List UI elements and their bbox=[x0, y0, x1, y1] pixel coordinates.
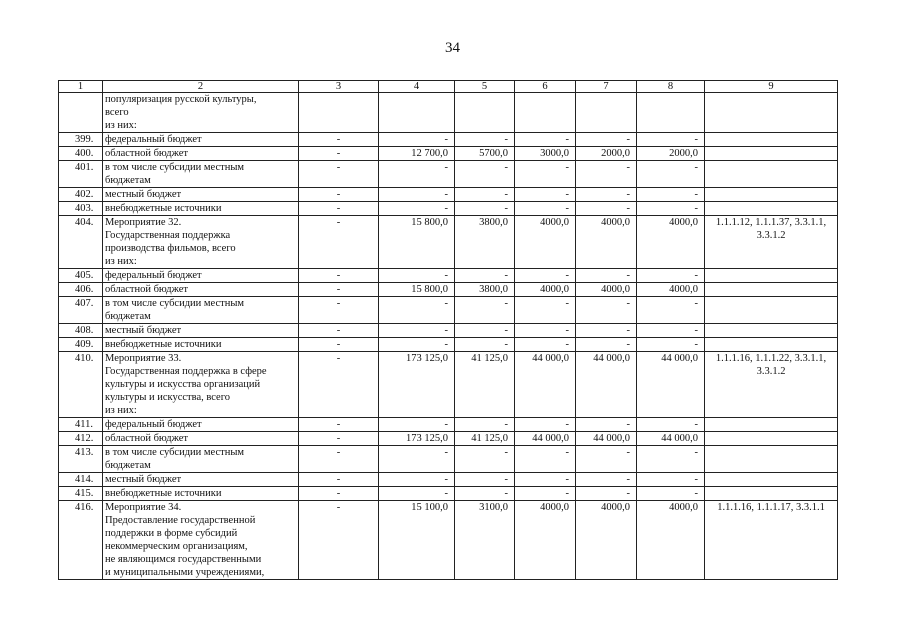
value-cell-col6: 3000,0 bbox=[515, 147, 576, 161]
item-name-cell: местный бюджет bbox=[103, 324, 299, 338]
value-cell-col3: - bbox=[299, 324, 379, 338]
page-number: 34 bbox=[445, 40, 460, 56]
value-cell-col3: - bbox=[299, 202, 379, 216]
value-cell-col6: - bbox=[515, 269, 576, 283]
row-number-cell: 411. bbox=[59, 418, 103, 432]
target-codes-cell bbox=[705, 161, 838, 188]
item-name-cell: областной бюджет bbox=[103, 283, 299, 297]
value-cell-col5: 5700,0 bbox=[455, 147, 515, 161]
value-cell-col5: - bbox=[455, 269, 515, 283]
table-row bbox=[59, 297, 838, 324]
value-cell-col8: 2000,0 bbox=[637, 147, 705, 161]
value-cell-col8: - bbox=[637, 188, 705, 202]
table-row bbox=[59, 283, 838, 297]
value-cell-col8: 44 000,0 bbox=[637, 432, 705, 446]
value-cell-col5: - bbox=[455, 473, 515, 487]
value-cell-col5: - bbox=[455, 188, 515, 202]
item-name-cell: Мероприятие 34. Предоставление государственной поддержки в форме субсидий некоммерческим организациям, не являющимся государственными и муниципальными учреждениями, bbox=[103, 501, 299, 580]
value-cell-col7: - bbox=[576, 487, 637, 501]
item-name-cell: внебюджетные источники bbox=[103, 202, 299, 216]
table-row bbox=[59, 93, 838, 133]
value-cell-col4: - bbox=[379, 338, 455, 352]
table-row bbox=[59, 501, 838, 580]
header-cell: 6 bbox=[515, 81, 576, 93]
value-cell-col6: - bbox=[515, 188, 576, 202]
value-cell-col8: - bbox=[637, 418, 705, 432]
value-cell-col7: 44 000,0 bbox=[576, 432, 637, 446]
target-codes-cell bbox=[705, 432, 838, 446]
value-cell-col8: - bbox=[637, 202, 705, 216]
item-name-cell: Мероприятие 33. Государственная поддержка в сфере культуры и искусства организаций культуры и искусства, всего из них: bbox=[103, 352, 299, 418]
table-row bbox=[59, 473, 838, 487]
value-cell-col3: - bbox=[299, 216, 379, 269]
item-name-cell: местный бюджет bbox=[103, 188, 299, 202]
header-cell: 7 bbox=[576, 81, 637, 93]
row-number-cell: 414. bbox=[59, 473, 103, 487]
value-cell-col5: - bbox=[455, 161, 515, 188]
value-cell-col7: 4000,0 bbox=[576, 501, 637, 580]
target-codes-cell bbox=[705, 338, 838, 352]
row-number-cell: 406. bbox=[59, 283, 103, 297]
row-number-cell: 400. bbox=[59, 147, 103, 161]
target-codes-cell bbox=[705, 297, 838, 324]
value-cell-col3: - bbox=[299, 133, 379, 147]
item-name-cell: федеральный бюджет bbox=[103, 418, 299, 432]
value-cell-col4: 15 800,0 bbox=[379, 216, 455, 269]
value-cell-col3: - bbox=[299, 487, 379, 501]
value-cell-col8: - bbox=[637, 269, 705, 283]
value-cell-col3: - bbox=[299, 188, 379, 202]
target-codes-cell bbox=[705, 133, 838, 147]
table-row bbox=[59, 418, 838, 432]
table-row bbox=[59, 216, 838, 269]
value-cell-col3: - bbox=[299, 297, 379, 324]
row-number-cell: 408. bbox=[59, 324, 103, 338]
value-cell-col5: 3800,0 bbox=[455, 283, 515, 297]
value-cell-col6: 44 000,0 bbox=[515, 352, 576, 418]
value-cell-col7: - bbox=[576, 473, 637, 487]
value-cell-col4: - bbox=[379, 473, 455, 487]
value-cell-col7: 4000,0 bbox=[576, 216, 637, 269]
value-cell-col7: - bbox=[576, 338, 637, 352]
target-codes-cell: 1.1.1.16, 1.1.1.17, 3.3.1.1 bbox=[705, 501, 838, 580]
item-name-cell: областной бюджет bbox=[103, 147, 299, 161]
value-cell-col3: - bbox=[299, 161, 379, 188]
value-cell-col5: 41 125,0 bbox=[455, 352, 515, 418]
target-codes-cell bbox=[705, 324, 838, 338]
target-codes-cell bbox=[705, 202, 838, 216]
header-cell: 2 bbox=[103, 81, 299, 93]
value-cell-col7: - bbox=[576, 269, 637, 283]
value-cell-col8: - bbox=[637, 297, 705, 324]
row-number-cell bbox=[59, 93, 103, 133]
value-cell-col3: - bbox=[299, 283, 379, 297]
value-cell-col3: - bbox=[299, 418, 379, 432]
value-cell-col8: - bbox=[637, 487, 705, 501]
target-codes-cell bbox=[705, 188, 838, 202]
target-codes-cell bbox=[705, 147, 838, 161]
value-cell-col3 bbox=[299, 93, 379, 133]
value-cell-col8: - bbox=[637, 133, 705, 147]
value-cell-col8: - bbox=[637, 338, 705, 352]
item-name-cell: Мероприятие 32. Государственная поддержка производства фильмов, всего из них: bbox=[103, 216, 299, 269]
value-cell-col8: - bbox=[637, 324, 705, 338]
value-cell-col4 bbox=[379, 93, 455, 133]
target-codes-cell bbox=[705, 269, 838, 283]
table-row bbox=[59, 161, 838, 188]
value-cell-col5: - bbox=[455, 487, 515, 501]
value-cell-col5: - bbox=[455, 324, 515, 338]
value-cell-col6: - bbox=[515, 161, 576, 188]
value-cell-col8: - bbox=[637, 473, 705, 487]
target-codes-cell: 1.1.1.16, 1.1.1.22, 3.3.1.1, 3.3.1.2 bbox=[705, 352, 838, 418]
row-number-cell: 401. bbox=[59, 161, 103, 188]
item-name-cell: федеральный бюджет bbox=[103, 269, 299, 283]
value-cell-col4: 12 700,0 bbox=[379, 147, 455, 161]
target-codes-cell bbox=[705, 446, 838, 473]
value-cell-col4: - bbox=[379, 161, 455, 188]
value-cell-col4: - bbox=[379, 418, 455, 432]
value-cell-col4: - bbox=[379, 446, 455, 473]
value-cell-col6: - bbox=[515, 133, 576, 147]
table-row bbox=[59, 188, 838, 202]
row-number-cell: 403. bbox=[59, 202, 103, 216]
row-number-cell: 404. bbox=[59, 216, 103, 269]
table-row bbox=[59, 324, 838, 338]
value-cell-col6: 4000,0 bbox=[515, 216, 576, 269]
row-number-cell: 413. bbox=[59, 446, 103, 473]
value-cell-col8: 4000,0 bbox=[637, 501, 705, 580]
value-cell-col4: 173 125,0 bbox=[379, 432, 455, 446]
value-cell-col6 bbox=[515, 93, 576, 133]
value-cell-col4: 173 125,0 bbox=[379, 352, 455, 418]
value-cell-col6: - bbox=[515, 487, 576, 501]
value-cell-col7: - bbox=[576, 161, 637, 188]
value-cell-col3: - bbox=[299, 147, 379, 161]
value-cell-col6: - bbox=[515, 473, 576, 487]
header-cell: 5 bbox=[455, 81, 515, 93]
table-row bbox=[59, 487, 838, 501]
value-cell-col3: - bbox=[299, 501, 379, 580]
table-row bbox=[59, 133, 838, 147]
value-cell-col4: - bbox=[379, 133, 455, 147]
row-number-cell: 412. bbox=[59, 432, 103, 446]
value-cell-col5 bbox=[455, 93, 515, 133]
budget-table bbox=[58, 80, 838, 580]
value-cell-col3: - bbox=[299, 269, 379, 283]
value-cell-col5: 3100,0 bbox=[455, 501, 515, 580]
value-cell-col5: - bbox=[455, 418, 515, 432]
value-cell-col8: - bbox=[637, 446, 705, 473]
value-cell-col6: 4000,0 bbox=[515, 501, 576, 580]
value-cell-col6: - bbox=[515, 324, 576, 338]
value-cell-col6: - bbox=[515, 297, 576, 324]
row-number-cell: 405. bbox=[59, 269, 103, 283]
value-cell-col8: - bbox=[637, 161, 705, 188]
value-cell-col5: - bbox=[455, 202, 515, 216]
target-codes-cell bbox=[705, 473, 838, 487]
value-cell-col3: - bbox=[299, 352, 379, 418]
value-cell-col5: - bbox=[455, 446, 515, 473]
row-number-cell: 409. bbox=[59, 338, 103, 352]
header-row bbox=[59, 81, 838, 93]
target-codes-cell bbox=[705, 418, 838, 432]
value-cell-col4: 15 800,0 bbox=[379, 283, 455, 297]
item-name-cell: в том числе субсидии местным бюджетам bbox=[103, 161, 299, 188]
value-cell-col4: - bbox=[379, 269, 455, 283]
value-cell-col3: - bbox=[299, 446, 379, 473]
value-cell-col7: - bbox=[576, 418, 637, 432]
value-cell-col7 bbox=[576, 93, 637, 133]
value-cell-col7: 4000,0 bbox=[576, 283, 637, 297]
value-cell-col8: 4000,0 bbox=[637, 283, 705, 297]
item-name-cell: федеральный бюджет bbox=[103, 133, 299, 147]
header-cell: 9 bbox=[705, 81, 838, 93]
value-cell-col6: 44 000,0 bbox=[515, 432, 576, 446]
value-cell-col3: - bbox=[299, 338, 379, 352]
row-number-cell: 416. bbox=[59, 501, 103, 580]
value-cell-col5: - bbox=[455, 133, 515, 147]
value-cell-col7: - bbox=[576, 446, 637, 473]
table-row bbox=[59, 202, 838, 216]
value-cell-col4: 15 100,0 bbox=[379, 501, 455, 580]
value-cell-col7: 2000,0 bbox=[576, 147, 637, 161]
item-name-cell: местный бюджет bbox=[103, 473, 299, 487]
value-cell-col3: - bbox=[299, 432, 379, 446]
header-cell: 8 bbox=[637, 81, 705, 93]
value-cell-col8: 4000,0 bbox=[637, 216, 705, 269]
value-cell-col4: - bbox=[379, 297, 455, 324]
value-cell-col7: - bbox=[576, 188, 637, 202]
row-number-cell: 407. bbox=[59, 297, 103, 324]
value-cell-col6: - bbox=[515, 338, 576, 352]
value-cell-col3: - bbox=[299, 473, 379, 487]
value-cell-col8 bbox=[637, 93, 705, 133]
value-cell-col7: - bbox=[576, 133, 637, 147]
table-row bbox=[59, 147, 838, 161]
value-cell-col5: 41 125,0 bbox=[455, 432, 515, 446]
item-name-cell: популяризация русской культуры, всего из них: bbox=[103, 93, 299, 133]
item-name-cell: внебюджетные источники bbox=[103, 487, 299, 501]
value-cell-col6: - bbox=[515, 418, 576, 432]
value-cell-col6: - bbox=[515, 202, 576, 216]
table-row bbox=[59, 338, 838, 352]
value-cell-col6: 4000,0 bbox=[515, 283, 576, 297]
header-cell: 1 bbox=[59, 81, 103, 93]
item-name-cell: областной бюджет bbox=[103, 432, 299, 446]
target-codes-cell bbox=[705, 283, 838, 297]
target-codes-cell bbox=[705, 487, 838, 501]
table-row bbox=[59, 269, 838, 283]
item-name-cell: внебюджетные источники bbox=[103, 338, 299, 352]
value-cell-col7: - bbox=[576, 324, 637, 338]
header-cell: 4 bbox=[379, 81, 455, 93]
value-cell-col7: - bbox=[576, 202, 637, 216]
item-name-cell: в том числе субсидии местным бюджетам bbox=[103, 297, 299, 324]
value-cell-col7: 44 000,0 bbox=[576, 352, 637, 418]
row-number-cell: 399. bbox=[59, 133, 103, 147]
value-cell-col5: - bbox=[455, 297, 515, 324]
table-row bbox=[59, 446, 838, 473]
value-cell-col4: - bbox=[379, 324, 455, 338]
value-cell-col5: 3800,0 bbox=[455, 216, 515, 269]
target-codes-cell bbox=[705, 93, 838, 133]
table-row bbox=[59, 432, 838, 446]
item-name-cell: в том числе субсидии местным бюджетам bbox=[103, 446, 299, 473]
row-number-cell: 410. bbox=[59, 352, 103, 418]
value-cell-col4: - bbox=[379, 202, 455, 216]
target-codes-cell: 1.1.1.12, 1.1.1.37, 3.3.1.1, 3.3.1.2 bbox=[705, 216, 838, 269]
value-cell-col6: - bbox=[515, 446, 576, 473]
table-row bbox=[59, 352, 838, 418]
row-number-cell: 402. bbox=[59, 188, 103, 202]
header-cell: 3 bbox=[299, 81, 379, 93]
value-cell-col5: - bbox=[455, 338, 515, 352]
value-cell-col7: - bbox=[576, 297, 637, 324]
value-cell-col4: - bbox=[379, 188, 455, 202]
value-cell-col4: - bbox=[379, 487, 455, 501]
row-number-cell: 415. bbox=[59, 487, 103, 501]
value-cell-col8: 44 000,0 bbox=[637, 352, 705, 418]
